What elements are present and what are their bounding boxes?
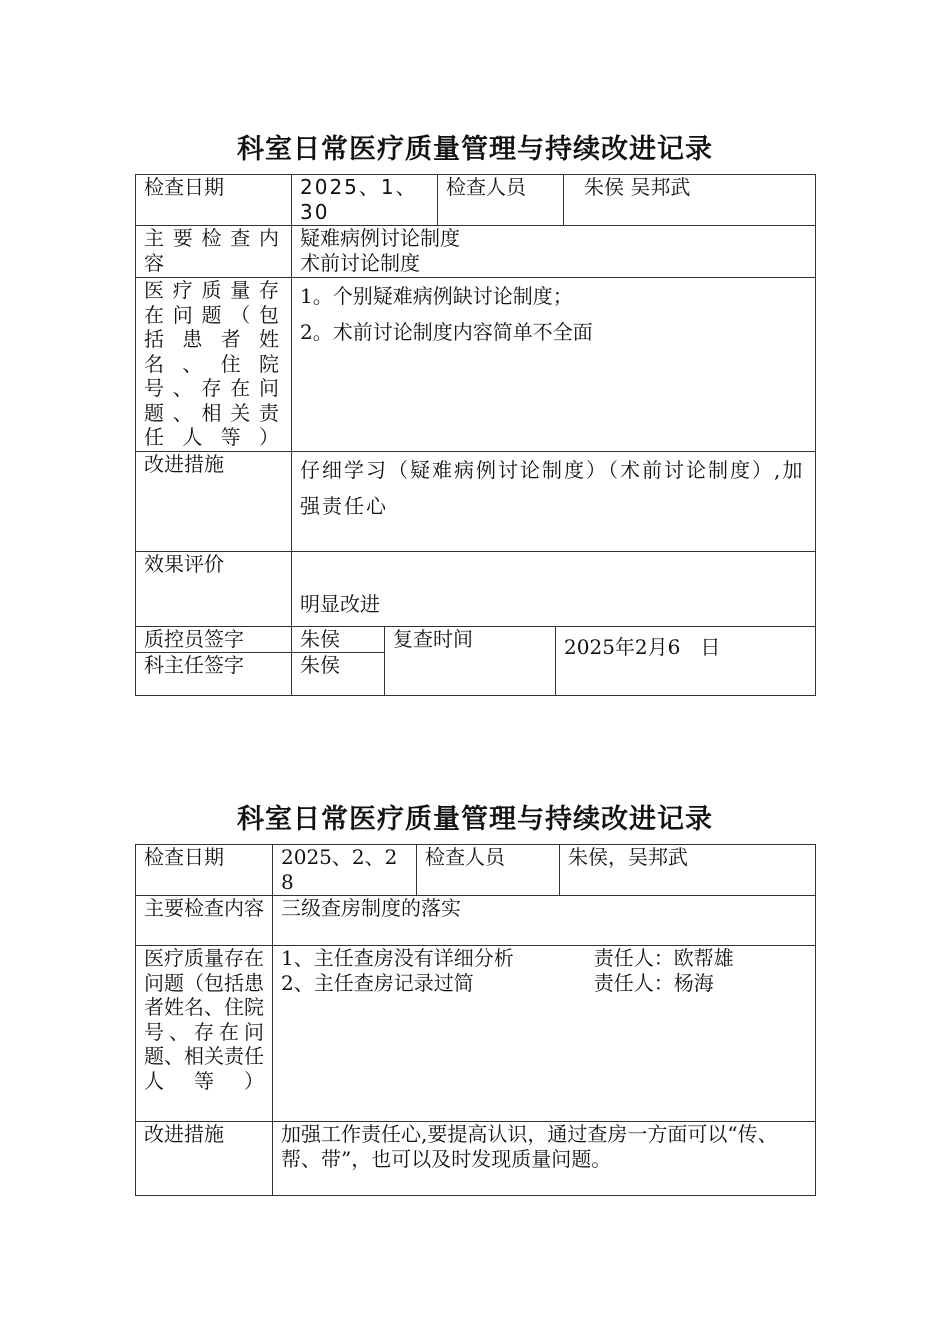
recheck-time-value: 2025年2月6 日: [556, 627, 816, 696]
director-signature-label: 科主任签字: [136, 653, 292, 696]
measures-label: 改进措施: [136, 1122, 273, 1196]
record1-title: 科室日常医疗质量管理与持续改进记录: [237, 134, 713, 165]
inspector-value: 朱侯 吴邦武: [564, 175, 816, 226]
director-signature-value: 朱侯: [292, 653, 385, 696]
problems-label: 医疗质量存在问题（包括患者姓名、住院号、存在问题、相关责任人等）: [136, 278, 292, 452]
check-date-label: 检查日期: [136, 845, 273, 896]
main-content-line: 疑难病例讨论制度: [300, 226, 460, 250]
problems-value: [273, 946, 816, 1122]
recheck-time-label: 复查时间: [385, 627, 556, 696]
qc-signature-label: 质控员签字: [136, 627, 292, 653]
main-content-value: 三级查房制度的落实: [273, 896, 816, 946]
inspector-label: 检查人员: [417, 845, 560, 896]
main-content-value: [292, 226, 816, 278]
main-content-label: 主要检查内容: [136, 896, 273, 946]
problem-item: 1、主任查房没有详细分析 责任人：欧帮雄: [281, 946, 734, 970]
problems-label: 医疗质量存在问题（包括患者姓名、住院号、存在问题、相关责任人等）: [136, 946, 273, 1122]
check-date-value: 2025、2、28: [273, 845, 417, 896]
problem-item: 2。术前讨论制度内容简单不全面: [300, 320, 593, 344]
measures-value: 加强工作责任心,要提高认识，通过查房一方面可以“传、帮、带”，也可以及时发现质量问题。: [273, 1122, 816, 1196]
main-content-line: 术前讨论制度: [300, 250, 420, 275]
main-content-label: 主要检查内容: [136, 226, 292, 278]
measures-value: 仔细学习（疑难病例讨论制度）（术前讨论制度）,加强责任心: [292, 452, 816, 552]
evaluation-value: 明显改进: [292, 552, 816, 627]
measures-label: 改进措施: [136, 452, 292, 552]
record2-table: [135, 844, 816, 1196]
problem-item: 2、主任查房记录过简 责任人：杨海: [281, 970, 714, 995]
qc-signature-value: 朱侯: [292, 627, 385, 653]
check-date-value: 2025、1、30: [292, 175, 438, 226]
check-date-label: 检查日期: [136, 175, 292, 226]
record2-title: 科室日常医疗质量管理与持续改进记录: [237, 804, 713, 835]
problems-value: [292, 278, 816, 452]
record1-table: [135, 174, 816, 696]
problem-item: 1。个别疑难病例缺讨论制度；: [300, 284, 573, 308]
inspector-label: 检查人员: [438, 175, 564, 226]
inspector-value: 朱侯，吴邦武: [560, 845, 816, 896]
evaluation-label: 效果评价: [136, 552, 292, 627]
